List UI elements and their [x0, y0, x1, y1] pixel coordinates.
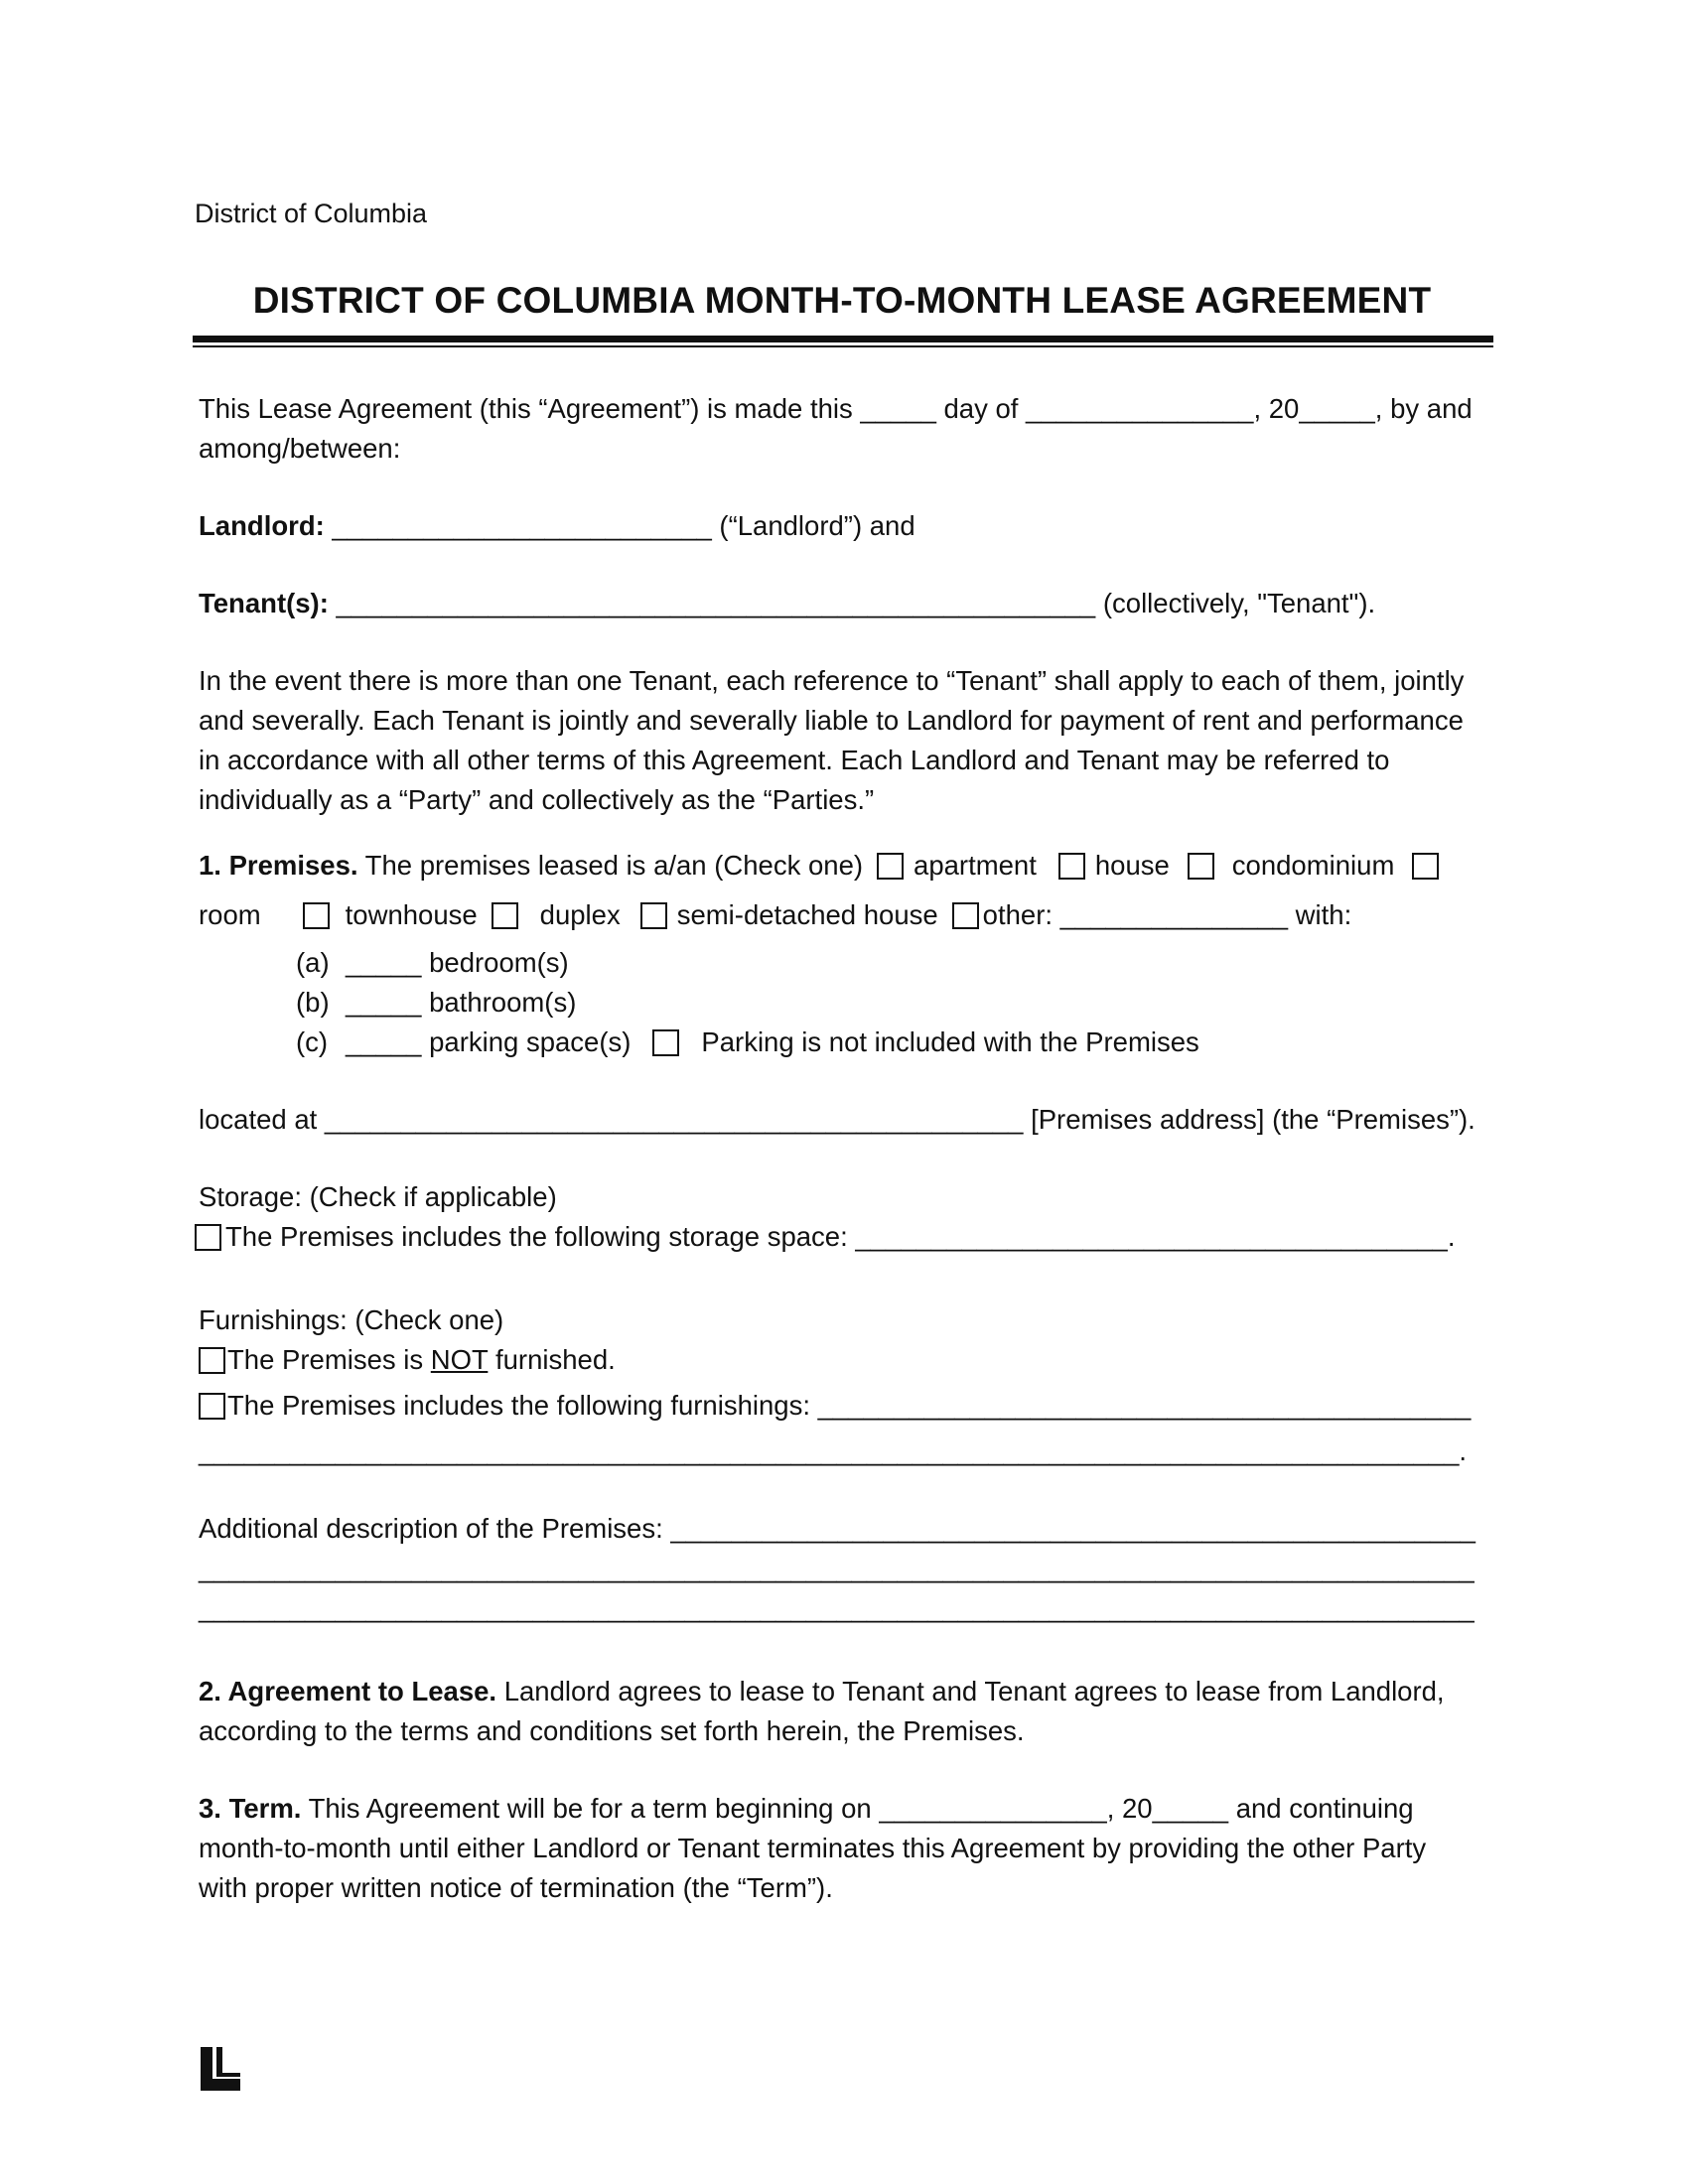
- storage-blank[interactable]: The Premises includes the following storage space: _______________________________________.: [225, 1221, 1456, 1252]
- room-checkbox[interactable]: [1412, 853, 1439, 880]
- agreement-line-2: according to the terms and conditions set forth herein, the Premises.: [199, 1715, 1025, 1746]
- document-body: [199, 389, 1493, 1908]
- furnishings-blank[interactable]: The Premises includes the following furnishings: ___________________________________________: [227, 1390, 1472, 1421]
- agreement-heading: 2. Agreement to Lease.: [199, 1676, 497, 1706]
- bedrooms-blank[interactable]: _____ bedroom(s): [346, 947, 569, 978]
- bedrooms-item: [296, 943, 1493, 983]
- term-heading: 3. Term.: [199, 1793, 302, 1824]
- additional-description-line-3[interactable]: ____________________________________________________________________________________: [199, 1592, 1475, 1623]
- furnishings-heading: Furnishings: (Check one): [199, 1304, 504, 1335]
- agreement-text: Landlord agrees to lease to Tenant and Tenant agrees to lease from Landlord,: [496, 1676, 1445, 1706]
- joint-line: and severally. Each Tenant is jointly and severally liable to Landlord for payment of rent and performance: [199, 705, 1464, 736]
- duplex-checkbox[interactable]: [492, 902, 518, 929]
- term-line-3: with proper written notice of termination (the “Term”).: [199, 1872, 833, 1903]
- not-furnished-pre: The Premises is: [227, 1344, 431, 1375]
- apartment-label: apartment: [914, 850, 1037, 881]
- joint-line: In the event there is more than one Tenant, each reference to “Tenant” shall apply to each of them, jointly: [199, 665, 1465, 696]
- no-parking-label: Parking is not included with the Premises: [701, 1026, 1199, 1057]
- house-checkbox[interactable]: [1058, 853, 1085, 880]
- title-rule-thin: [193, 345, 1493, 347]
- tenant-line: [199, 584, 1493, 623]
- bathrooms-item: [296, 983, 1493, 1023]
- item-marker: (b): [296, 987, 330, 1018]
- no-parking-checkbox[interactable]: [652, 1029, 679, 1056]
- additional-description-line-2[interactable]: ____________________________________________________________________________________: [199, 1553, 1475, 1583]
- title-rule-thick: [193, 336, 1493, 342]
- tenant-label: Tenant(s):: [199, 588, 329, 618]
- intro-line-2: among/between:: [199, 433, 401, 464]
- intro-line-1: This Lease Agreement (this “Agreement”) is made this _____ day of _______________, 20_____, by and: [199, 393, 1473, 424]
- premises-details-list: [296, 943, 1493, 1062]
- townhouse-checkbox[interactable]: [303, 902, 330, 929]
- not-furnished-option: [199, 1340, 1493, 1380]
- not-furnished-checkbox[interactable]: [199, 1347, 225, 1374]
- premises-heading: 1. Premises.: [199, 850, 358, 881]
- jurisdiction-label: District of Columbia: [195, 199, 428, 228]
- term-line-2: month-to-month until either Landlord or Tenant terminates this Agreement by providing the other Party: [199, 1833, 1427, 1863]
- parking-item: [296, 1023, 1493, 1062]
- premises-type-row-2: [199, 887, 1493, 943]
- additional-description-line[interactable]: Additional description of the Premises: _____________________________________________________: [199, 1513, 1476, 1544]
- tenant-blank[interactable]: __________________________________________________ (collectively, "Tenant").: [328, 588, 1376, 618]
- brand-logo-icon: [201, 2047, 240, 2091]
- landlord-label: Landlord:: [199, 510, 325, 541]
- house-label: house: [1094, 850, 1170, 881]
- apartment-checkbox[interactable]: [877, 853, 904, 880]
- storage-option: [199, 1217, 1493, 1257]
- semi-detached-checkbox[interactable]: [640, 902, 667, 929]
- premises-type-section: [199, 838, 1493, 943]
- document-title: DISTRICT OF COLUMBIA MONTH-TO-MONTH LEASE AGREEMENT: [252, 280, 1432, 321]
- condominium-label: condominium: [1231, 850, 1395, 881]
- joint-line: individually as a “Party” and collectively as the “Parties.”: [199, 784, 875, 815]
- item-marker: (c): [296, 1026, 329, 1057]
- premises-type-row-1: [199, 838, 1493, 893]
- agreement-line-1: [199, 1672, 1493, 1711]
- furnishings-blank-line-2[interactable]: ___________________________________________________________________________________.: [199, 1435, 1468, 1466]
- not-furnished-post: furnished.: [488, 1344, 616, 1375]
- storage-checkbox[interactable]: [195, 1224, 221, 1251]
- parking-blank[interactable]: _____ parking space(s): [346, 1026, 632, 1057]
- storage-heading: Storage: (Check if applicable): [199, 1181, 557, 1212]
- room-label: room: [199, 899, 261, 930]
- furnished-option: [199, 1386, 1493, 1426]
- item-marker: (a): [296, 947, 330, 978]
- term-text[interactable]: This Agreement will be for a term beginning on _______________, 20_____ and continuing: [301, 1793, 1414, 1824]
- other-checkbox[interactable]: [952, 902, 979, 929]
- landlord-line: [199, 506, 1493, 546]
- condominium-checkbox[interactable]: [1188, 853, 1214, 880]
- joint-liability-paragraph: [199, 661, 1493, 820]
- landlord-blank[interactable]: _________________________ (“Landlord”) and: [324, 510, 915, 541]
- term-line-1: [199, 1789, 1493, 1829]
- semi-detached-label: semi-detached house: [676, 899, 938, 930]
- premises-address-line[interactable]: located at ______________________________________________ [Premises address] (the “Premises”).: [199, 1104, 1476, 1135]
- not-emphasis: NOT: [430, 1344, 489, 1375]
- duplex-label: duplex: [539, 899, 621, 930]
- premises-intro: The premises leased is a/an (Check one): [357, 850, 864, 881]
- townhouse-label: townhouse: [345, 899, 478, 930]
- other-label[interactable]: other: _______________ with:: [982, 899, 1352, 930]
- furnished-checkbox[interactable]: [199, 1393, 225, 1420]
- joint-line: in accordance with all other terms of this Agreement. Each Landlord and Tenant may be referred to: [199, 745, 1390, 775]
- bathrooms-blank[interactable]: _____ bathroom(s): [346, 987, 577, 1018]
